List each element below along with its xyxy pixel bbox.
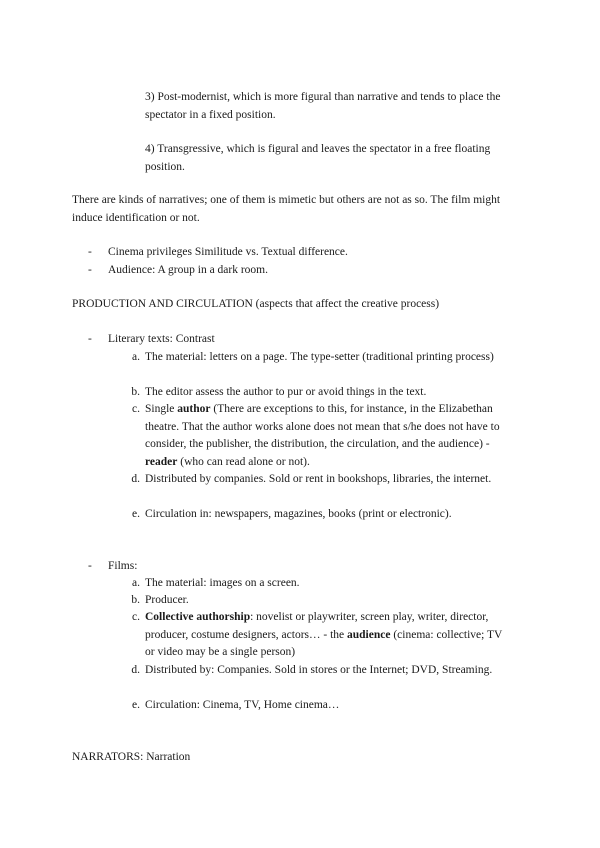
- narratives-paragraph: There are kinds of narratives; one of them is mimetic but others are not as so. The film might induce identification or not.: [72, 194, 501, 224]
- list-item-post-modernist: 3) Post-modernist, which is more figural than narrative and tends to place the spectator in a fixed position.: [145, 91, 501, 121]
- item-label: b.: [131, 594, 140, 606]
- item-text: Circulation in: newspapers, magazines, books (print or electronic).: [145, 508, 452, 520]
- collective-authorship-bold: Collective authorship: [145, 611, 251, 623]
- item-text-mid: : novelist or playwriter, screen play, writer, director, producer, costume designers, actors… - the: [145, 611, 489, 641]
- item-text: The material: images on a screen.: [145, 577, 300, 589]
- list-item-transgressive: 4) Transgressive, which is figural and leaves the spectator in a free floating position.: [145, 143, 491, 173]
- author-bold: author: [177, 403, 211, 415]
- item-label: e.: [132, 699, 140, 711]
- production-heading: PRODUCTION AND CIRCULATION (aspects that affect the creative process): [72, 298, 440, 310]
- item-label: d.: [131, 664, 140, 676]
- item-text: Distributed by: Companies. Sold in stores or the Internet; DVD, Streaming.: [145, 664, 493, 676]
- films-title: Films:: [108, 560, 138, 572]
- item-text: The material: letters on a page. The type-setter (traditional printing process): [145, 351, 494, 363]
- bullet-dash: -: [88, 246, 92, 258]
- literary-texts-title: Literary texts: Contrast: [108, 333, 215, 345]
- item-label: e.: [132, 508, 140, 520]
- item-text: Distributed by companies. Sold or rent in bookshops, libraries, the internet.: [145, 473, 492, 485]
- item-text: The editor assess the author to pur or avoid things in the text.: [145, 386, 427, 398]
- item-text-post: (who can read alone or not).: [177, 455, 310, 468]
- item-text: Circulation: Cinema, TV, Home cinema…: [145, 699, 340, 711]
- item-text-post: (cinema: collective; TV or video may be a single person): [145, 628, 503, 658]
- item-text: [145, 401, 510, 471]
- bullet-text: Audience: A group in a dark room.: [108, 264, 269, 276]
- reader-bold: reader: [145, 455, 178, 468]
- narrators-heading: NARRATORS: Narration: [72, 751, 191, 763]
- item-label: c.: [132, 403, 140, 415]
- item-text: [145, 609, 510, 662]
- item-label: c.: [132, 611, 140, 623]
- bullet-text: Cinema privileges Similitude vs. Textual difference.: [108, 246, 348, 258]
- item-label: a.: [132, 577, 140, 589]
- item-label: a.: [132, 351, 140, 363]
- bullet-dash: -: [88, 560, 92, 572]
- item-label: b.: [131, 386, 140, 398]
- bullet-dash: -: [88, 264, 92, 276]
- item-text-mid: (There are exceptions to this, for instance, in the Elizabethan theatre. That the author works alone does not mean that s/he does not have to consider, the publisher, the distribution, the circulation, and the audience) -: [145, 403, 500, 450]
- item-text: Producer.: [145, 594, 189, 606]
- item-text-pre: Single: [145, 403, 178, 415]
- audience-bold: audience: [347, 628, 391, 641]
- bullet-dash: -: [88, 333, 92, 345]
- item-label: d.: [131, 473, 140, 485]
